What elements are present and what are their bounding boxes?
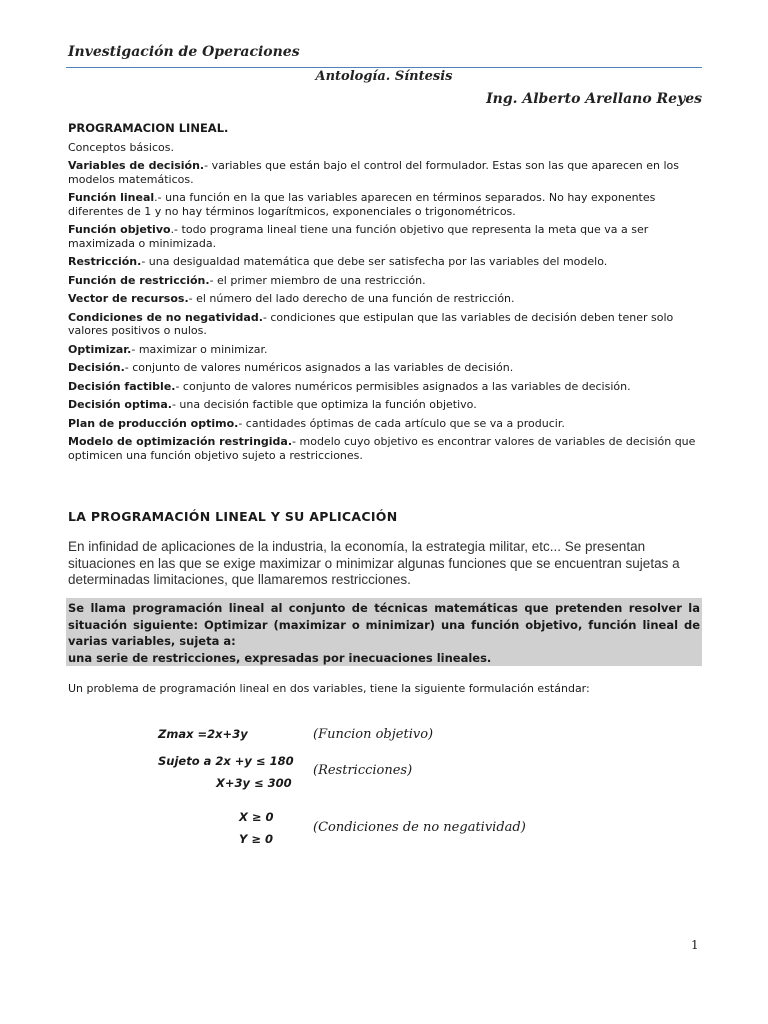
definition-item <box>68 159 702 186</box>
definition-text: - conjunto de valores numéricos asignados a las variables de decisión. <box>124 361 514 374</box>
definition-term: Función lineal <box>68 191 155 204</box>
definition-term: Modelo de optimización restringida. <box>68 435 293 448</box>
constraint-2: X+3y ≤ 300 <box>216 776 292 790</box>
definition-item <box>68 343 702 357</box>
definition-item <box>68 223 702 250</box>
definition-text: - cantidades óptimas de cada artículo que se va a producir. <box>238 416 565 430</box>
page-number: 1 <box>691 938 699 952</box>
definition-term: Plan de producción optimo. <box>68 416 239 430</box>
definition-text: - conjunto de valores numéricos permisibles asignados a las variables de decisión. <box>175 379 631 393</box>
definition-text: .- una función en la que las variables aparecen en términos separados. No hay exponentes diferentes de 1 y no hay términos logarítmicos, exponenciales o trigonométricos. <box>68 191 656 218</box>
definition-term: Vector de recursos. <box>68 292 189 305</box>
section-title-aplicacion: LA PROGRAMACIÓN LINEAL Y SU APLICACIÓN <box>68 509 398 524</box>
aplicacion-intro-paragraph: En infinidad de aplicaciones de la industria, la economía, la estrategia militar, etc... Se presentan situaciones en las que se exige maximizar o minimizar algunas funciones que se encuentran sujetas a determinadas limitaciones, que llamaremos restricciones. <box>68 539 680 587</box>
objective-function: Zmax =2x+3y <box>158 727 248 741</box>
definition-text: - variables que están bajo el control del formulador. Estas son las que aparecen en los modelos matemáticos. <box>68 159 679 186</box>
definitions-list <box>68 159 702 462</box>
definition-item <box>68 435 702 462</box>
definition-text: - condiciones que estipulan que las variables de decisión deben tener solo valores positivos o nulos. <box>68 310 674 337</box>
definition-item <box>68 274 702 288</box>
constraint-1: Sujeto a 2x +y ≤ 180 <box>158 754 294 768</box>
definition-item <box>68 191 702 218</box>
definition-item <box>68 380 702 394</box>
nonneg-y: Y ≥ 0 <box>239 832 273 846</box>
formulation-sentence: Un problema de programación lineal en dos variables, tiene la siguiente formulación estándar: <box>68 682 590 695</box>
definition-text: - una decisión factible que optimiza la función objetivo. <box>171 398 477 411</box>
header-rule <box>66 67 702 68</box>
header-author: Ing. Alberto Arellano Reyes <box>486 91 702 107</box>
definition-term: Decisión optima. <box>68 398 172 411</box>
definition-text: - el número del lado derecho de una función de restricción. <box>188 292 515 305</box>
definitions-section <box>68 122 702 467</box>
definition-term: Optimizar. <box>68 342 132 356</box>
definition-text: - maximizar o minimizar. <box>131 342 268 356</box>
definition-item <box>68 292 702 306</box>
definition-text: - el primer miembro de una restricción. <box>209 273 426 287</box>
definition-item <box>68 255 702 269</box>
definition-text: - una desigualdad matemática que debe ser satisfecha por las variables del modelo. <box>141 255 608 268</box>
definition-term: Restricción. <box>68 255 142 268</box>
section-title-programacion-lineal: PROGRAMACION LINEAL. <box>68 121 229 135</box>
definition-term: Decisión. <box>68 361 125 374</box>
definition-term: Variables de decisión. <box>68 159 205 172</box>
definition-item <box>68 417 702 431</box>
highlight-text <box>68 600 700 666</box>
definition-term: Condiciones de no negatividad. <box>68 310 263 324</box>
definition-term: Función de restricción. <box>68 273 210 287</box>
definition-item <box>68 361 702 375</box>
header-subtitle: Antología. Síntesis <box>315 69 453 84</box>
highlight-line-2: una serie de restricciones, expresadas por inecuaciones lineales. <box>68 650 492 665</box>
constraints-note: (Restricciones) <box>313 763 413 778</box>
highlight-line-1: Se llama programación lineal al conjunto de técnicas matemáticas que pretenden resolver la situación siguiente: Optimizar (maximizar o minimizar) una función objetivo, función lineal de varias variables, sujeta a: <box>68 601 700 648</box>
definition-text: .- todo programa lineal tiene una función objetivo que representa la meta que va a ser maximizada o minimizada. <box>68 223 649 250</box>
definition-term: Decisión factible. <box>68 379 176 393</box>
header-course-title: Investigación de Operaciones <box>68 44 300 60</box>
nonneg-note: (Condiciones de no negatividad) <box>313 820 526 835</box>
definition-item <box>68 311 702 338</box>
nonneg-x: X ≥ 0 <box>239 810 274 824</box>
definition-term: Función objetivo <box>68 223 171 236</box>
objective-note: (Funcion objetivo) <box>313 727 434 742</box>
definition-item <box>68 398 702 412</box>
intro-conceptos: Conceptos básicos. <box>68 140 174 154</box>
definition-text: - modelo cuyo objetivo es encontrar valores de variables de decisión que optimicen una función objetivo sujeto a restricciones. <box>68 435 696 462</box>
